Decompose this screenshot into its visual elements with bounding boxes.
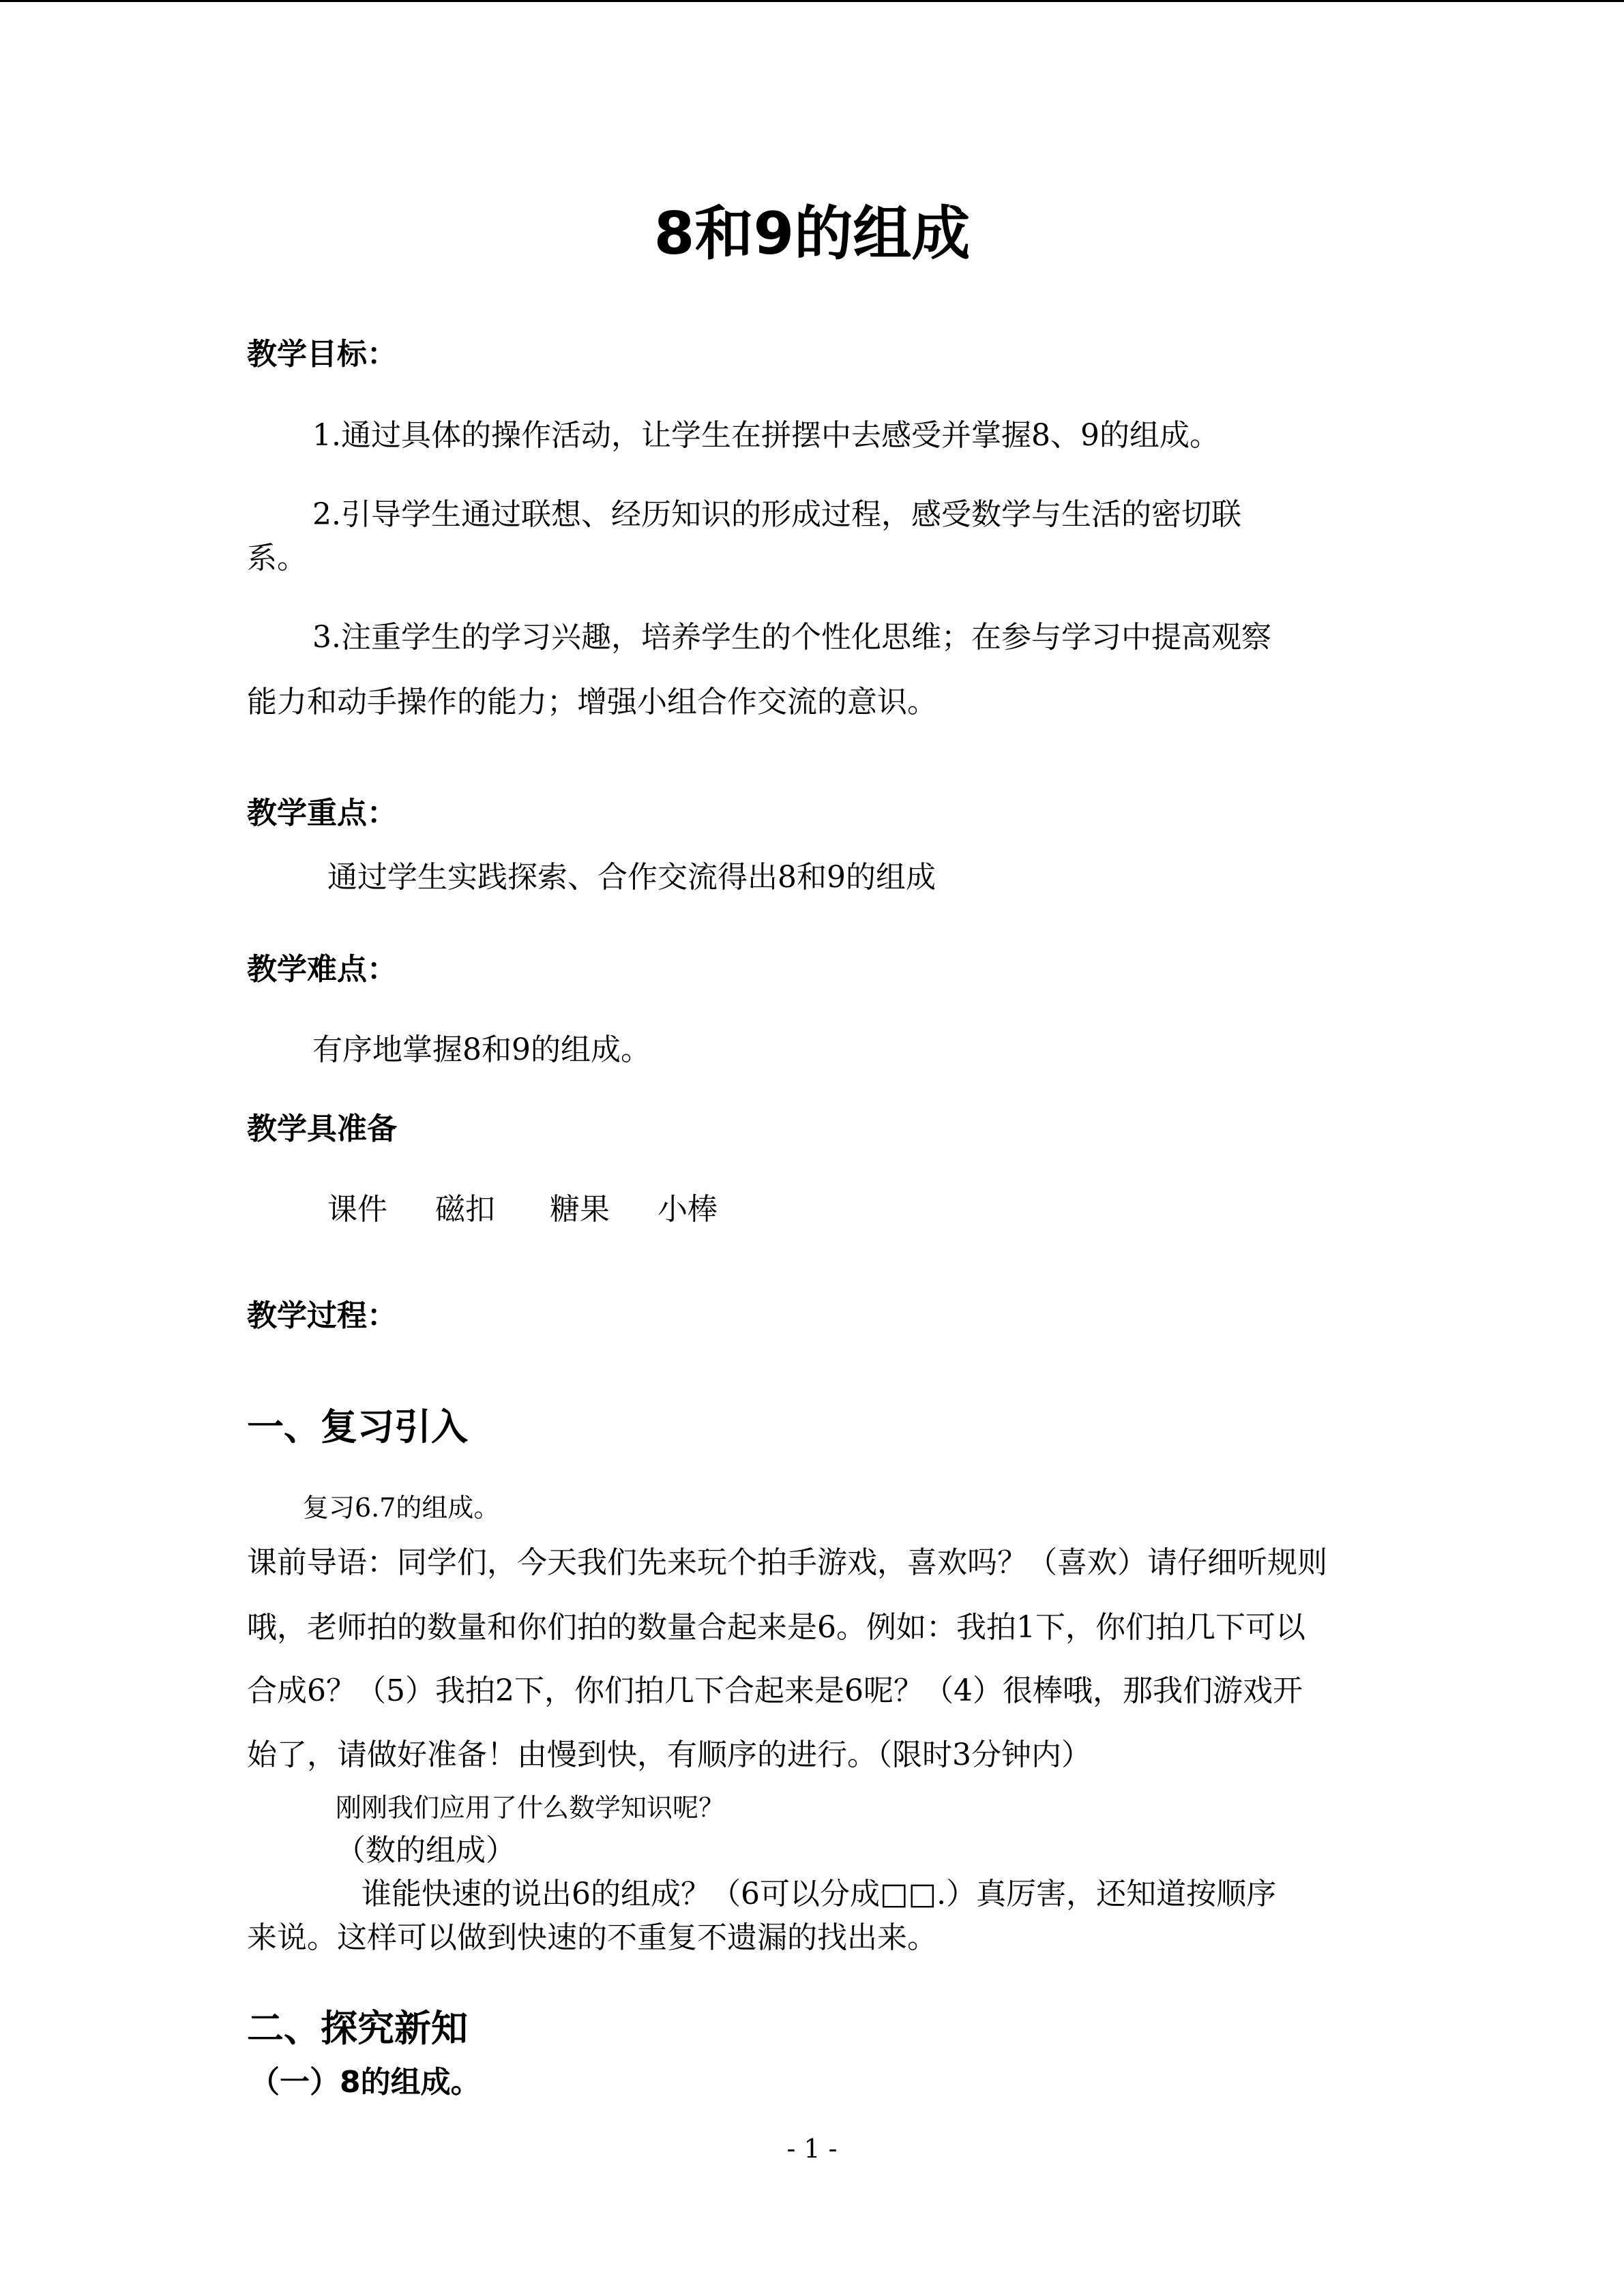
who-line-1: 谁能快速的说出6的组成？（6可以分成□□.）真厉害，还知道按顺序 [361,1877,1277,1911]
question-text: 刚刚我们应用了什么数学知识呢？ [336,1793,725,1823]
material-item: 糖果 [550,1192,610,1227]
material-item: 课件 [327,1192,387,1227]
material-item: 小棒 [658,1192,718,1227]
answer-text: （数的组成） [336,1833,516,1868]
materials-heading: 教学具准备 [247,1112,397,1146]
who-line-2: 来说。这样可以做到快速的不重复不遗漏的找出来。 [247,1920,937,1955]
intro-line-4: 始了，请做好准备！由慢到快，有顺序的进行。（限时3分钟内） [247,1738,1091,1772]
process-heading: 教学过程： [247,1298,397,1333]
goal-item-1: 1.通过具体的操作活动，让学生在拼摆中去感受并掌握8、9的组成。 [312,418,1220,453]
materials-list [327,1192,765,1227]
difficulty-heading: 教学难点： [247,952,397,987]
top-border [0,0,1624,2]
review-text: 复习6.7的组成。 [303,1493,500,1523]
goal-item-2-line-1: 2.引导学生通过联想、经历知识的形成过程，感受数学与生活的密切联 [312,497,1241,532]
difficulty-text: 有序地掌握8和9的组成。 [312,1032,651,1067]
intro-line-3: 合成6？（5）我拍2下，你们拍几下合起来是6呢？（4）很棒哦，那我们游戏开 [247,1673,1303,1708]
goal-item-3-line-1: 3.注重学生的学习兴趣，培养学生的个性化思维；在参与学习中提高观察 [312,620,1271,655]
goals-heading: 教学目标： [247,337,397,372]
goal-item-2-line-2: 系。 [247,541,307,576]
key-point-heading: 教学重点： [247,796,397,831]
section-1-heading: 一、复习引入 [247,1405,468,1448]
section-2-sub-1: （一）8的组成。 [250,2065,481,2100]
goal-item-3-line-2: 能力和动手操作的能力；增强小组合作交流的意识。 [247,685,937,719]
page-number: - 1 - [786,2134,838,2164]
material-item: 磁扣 [435,1192,495,1227]
section-2-heading: 二、探究新知 [247,2007,468,2050]
key-point-text: 通过学生实践探索、合作交流得出8和9的组成 [327,860,936,895]
intro-line-1: 课前导语：同学们，今天我们先来玩个拍手游戏，喜欢吗？（喜欢）请仔细听规则 [247,1545,1327,1580]
page-title: 8和9的组成 [653,200,971,268]
intro-line-2: 哦，老师拍的数量和你们拍的数量合起来是6。例如：我拍1下，你们拍几下可以 [247,1610,1305,1645]
